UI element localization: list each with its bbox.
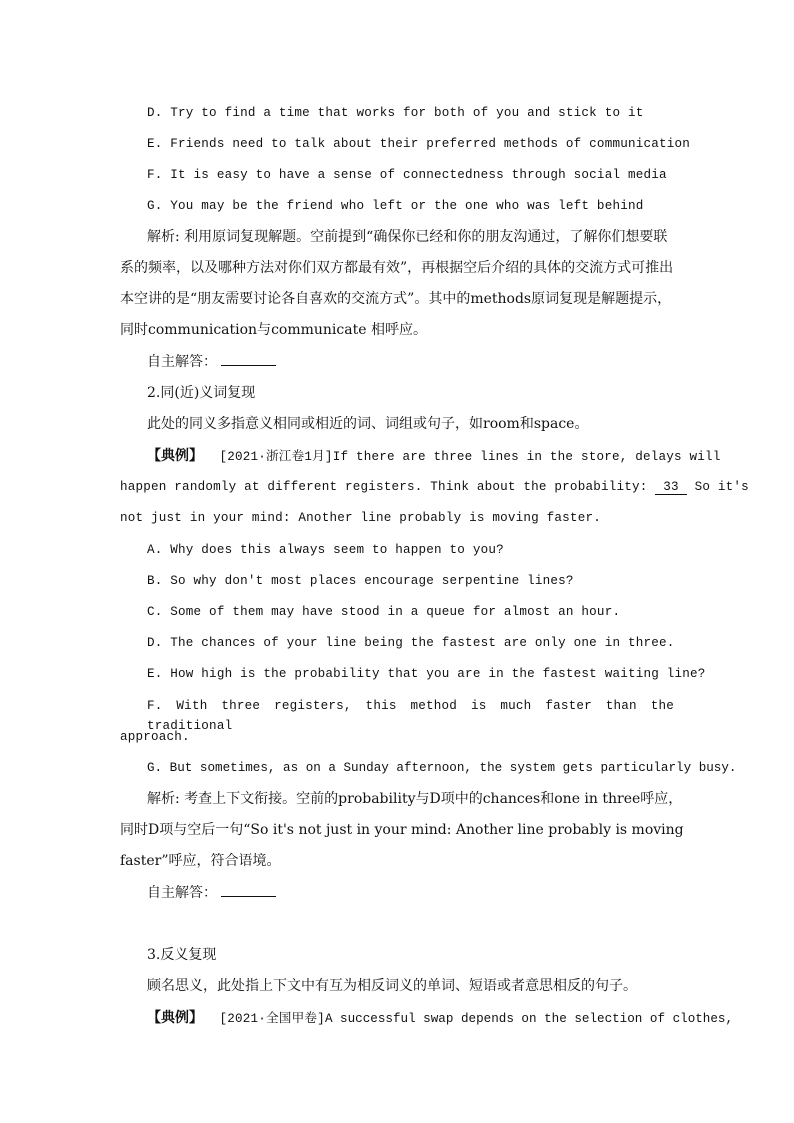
answer-blank[interactable]: [221, 883, 276, 897]
option-d: D. The chances of your line being the fastest are only one in three.: [147, 636, 675, 650]
example-text-2a: happen randomly at different registers. Think about the probability:: [120, 480, 648, 494]
option-c: C. Some of them may have stood in a queue for almost an hour.: [147, 605, 621, 619]
option-b: B. So why don't most places encourage serpentine lines?: [147, 574, 574, 588]
option-f: F. It is easy to have a sense of connectedness through social media: [147, 168, 667, 182]
example-source: [2021·浙江卷1月]: [219, 450, 333, 464]
analysis-line-3: faster”呼应，符合语境。: [120, 853, 281, 869]
option-a: A. Why does this always seem to happen to you?: [147, 543, 504, 557]
example-intro: [147, 1008, 733, 1029]
answer-label: 自主解答：: [147, 354, 217, 370]
example-intro: [147, 446, 721, 467]
example-text-2: [120, 477, 749, 497]
analysis-line-1: 解析: 利用原词复现解题。空前提到“确保你已经和你的朋友沟通过，了解你们想要联: [147, 229, 668, 245]
analysis-line-1: 解析: 考查上下文衔接。空前的probability与D项中的chances和one in three呼应，: [147, 791, 683, 807]
section-description: 此处的同义多指意义相同或相近的词、词组或句子，如room和space。: [147, 416, 589, 432]
section-description: 顾名思义，此处指上下文中有互为相反词义的单词、短语或者意思相反的句子。: [147, 978, 637, 994]
example-text-2b: So it's: [694, 480, 749, 494]
option-f-line-1: F. With three registers, this method is much faster than the traditional: [147, 699, 674, 733]
example-text-1: A successful swap depends on the selection of clothes,: [324, 1012, 734, 1026]
option-g: G. You may be the friend who left or the one who was left behind: [147, 199, 644, 213]
example-text-1: If there are three lines in the store, delays will: [332, 450, 721, 464]
answer-prompt: [147, 352, 276, 372]
answer-blank[interactable]: [221, 352, 276, 366]
answer-prompt: [147, 883, 276, 903]
option-g: G. But sometimes, as on a Sunday afternoon, the system gets particularly busy.: [147, 761, 737, 775]
analysis-line-2: 同时D项与空后一句“So it's not just in your mind: Another line probably is moving: [120, 822, 684, 838]
analysis-line-2: 系的频率，以及哪种方法对你们双方都最有效”，再根据空后介绍的具体的交流方式可推出: [120, 260, 674, 276]
option-d: D. Try to find a time that works for both of you and stick to it: [147, 106, 644, 120]
section-heading: 3.反义复现: [147, 947, 217, 963]
option-e: E. Friends need to talk about their preferred methods of communication: [147, 137, 691, 151]
example-tag: 【典例】: [147, 448, 203, 464]
example-tag: 【典例】: [147, 1010, 203, 1026]
analysis-line-3: 本空讲的是“朋友需要讨论各自喜欢的交流方式”。其中的methods原词复现是解题提示，: [120, 291, 672, 307]
option-f-line-2: approach.: [120, 730, 190, 744]
section-heading: 2.同(近)义词复现: [147, 385, 256, 401]
option-e: E. How high is the probability that you are in the fastest waiting line?: [147, 667, 706, 681]
answer-label: 自主解答：: [147, 885, 217, 901]
question-number-blank: 33: [655, 480, 687, 495]
example-source: [2021·全国甲卷]: [219, 1012, 325, 1026]
analysis-line-4: 同时communication与communicate 相呼应。: [120, 322, 427, 338]
example-text-3: not just in your mind: Another line probably is moving faster.: [120, 511, 601, 525]
